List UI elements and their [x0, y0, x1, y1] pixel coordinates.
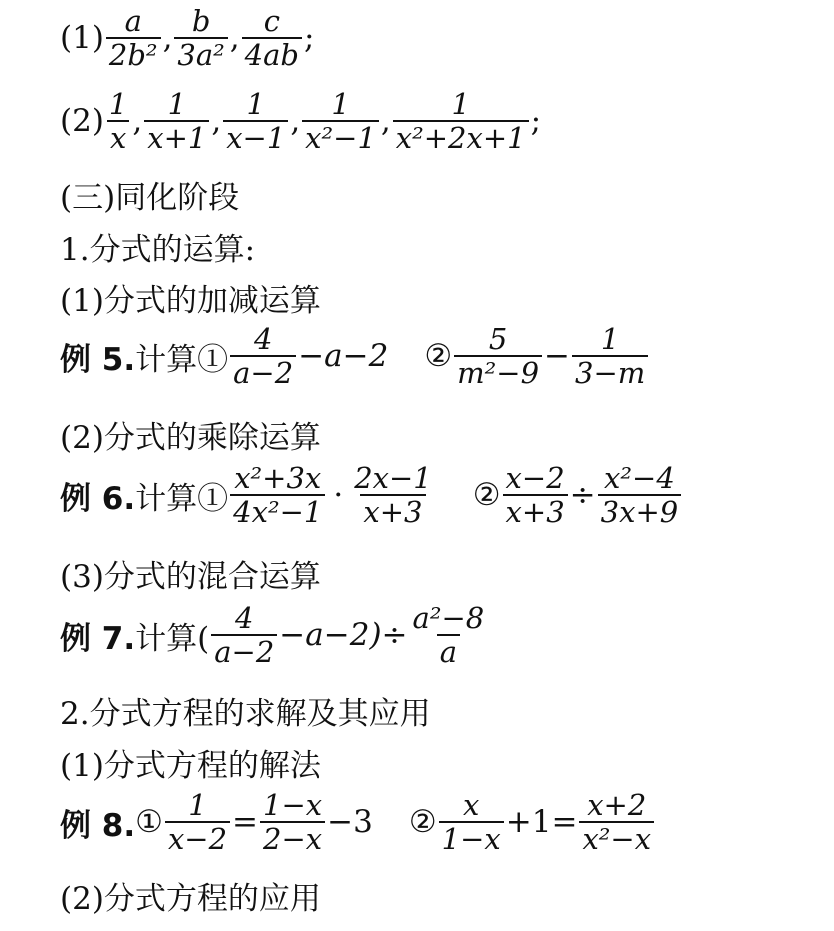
comma: , [211, 103, 222, 140]
fraction: $\frac{\text{a²−8}}{a}$ [412, 601, 485, 670]
example-label: 例 6. [60, 480, 136, 517]
subtopic-heading: (2)分式方程的应用 [60, 881, 321, 917]
fraction-list-1 [60, 6, 314, 71]
fraction: $\frac{1}{3-m}$ [572, 324, 648, 389]
equals-sign: = [232, 804, 259, 841]
operator: − [544, 338, 570, 375]
example-label: 例 7. [60, 620, 136, 657]
example-8 [60, 790, 656, 855]
comma: , [380, 103, 391, 140]
fraction: $\frac{b}{\text{3a²}}$ [174, 6, 227, 71]
fraction: $\frac{1}{\text{x²−1}}$ [302, 89, 379, 154]
fraction: $\frac{x}{1-x}$ [439, 790, 504, 855]
circled-one: ① [135, 804, 163, 841]
fraction: $\frac{a}{\text{2b²}}$ [106, 6, 161, 71]
semicolon: ; [530, 103, 542, 140]
fraction: $\frac{x-2}{x+3}$ [503, 463, 568, 528]
fraction: $\frac{1}{x+1}$ [144, 89, 209, 154]
example-7 [60, 603, 489, 668]
example-label: 例 8. [60, 807, 136, 844]
circled-two: ② [424, 338, 453, 375]
subtopic-heading: (3)分式的混合运算 [60, 559, 321, 595]
subtopic-heading: (1)分式的加减运算 [60, 283, 321, 319]
item-number: (1) [60, 20, 104, 57]
fraction: $\frac{c}{4ab}$ [242, 6, 302, 71]
operator: · [333, 477, 344, 514]
fraction: $\frac{5}{\text{m²−9}}$ [454, 324, 542, 389]
comma: , [229, 20, 240, 57]
example-5 [60, 324, 650, 389]
calc-text: 计算① [135, 480, 229, 517]
calc-text: 计算( [135, 620, 210, 657]
calc-text: 计算① [135, 341, 229, 378]
fraction: $\frac{\text{x²+3x}}{\text{4x²−1}}$ [230, 463, 325, 528]
topic-heading: 2.分式方程的求解及其应用 [60, 696, 431, 732]
subtopic-heading: (2)分式的乘除运算 [60, 420, 321, 456]
term: +1= [505, 804, 578, 841]
term: −3 [327, 804, 373, 841]
fraction: $\frac{\text{x²−4}}{3x+9}$ [598, 463, 682, 528]
term: −a−2)÷ [279, 617, 408, 654]
semicolon: ; [303, 20, 315, 57]
term: −a−2 [298, 338, 389, 375]
fraction: $\frac{4}{a-2}$ [211, 603, 277, 668]
section-heading-3: (三)同化阶段 [60, 180, 240, 216]
fraction: $\frac{2x-1}{x+3}$ [354, 461, 432, 530]
fraction: $\frac{1}{x}$ [108, 87, 128, 156]
comma: , [162, 20, 173, 57]
fraction: $\frac{4}{a-2}$ [230, 324, 296, 389]
fraction-list-2 [60, 89, 541, 154]
example-6 [60, 463, 683, 528]
circled-two: ② [472, 477, 501, 514]
item-number: (2) [60, 103, 104, 140]
circled-two: ② [408, 804, 437, 841]
operator: ÷ [569, 477, 596, 514]
fraction: $\frac{1}{\text{x²+2x+1}}$ [393, 89, 529, 154]
fraction: $\frac{x+2}{\text{x²−x}}$ [579, 790, 654, 855]
fraction: $\frac{1-x}{2-x}$ [260, 790, 325, 855]
fraction: $\frac{1}{x-1}$ [223, 89, 288, 154]
example-label: 例 5. [60, 341, 136, 378]
comma: , [132, 103, 143, 140]
fraction: $\frac{1}{x-2}$ [165, 790, 230, 855]
topic-heading: 1.分式的运算: [60, 232, 256, 268]
comma: , [290, 103, 301, 140]
subtopic-heading: (1)分式方程的解法 [60, 748, 321, 784]
